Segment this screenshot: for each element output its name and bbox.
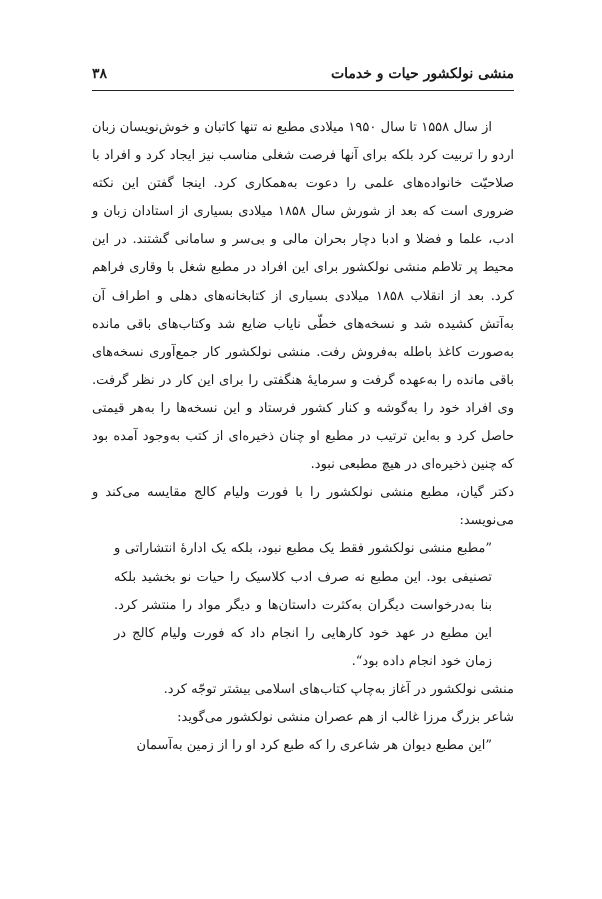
paragraph-2: دکتر گیان، مطبع منشی نولکشور را با فورت ولیام کالج مقایسه می‌کند و می‌نویسد:: [92, 485, 514, 529]
page-number: ۳۸: [92, 66, 108, 82]
body-text: [92, 114, 514, 760]
running-header: [92, 62, 514, 88]
block-quote-2: ”این مطبع دیوان هر شاعری را که طبع کرد او را از زمین به‌آسمان: [136, 738, 492, 754]
header-rule: [92, 90, 514, 91]
paragraph-4: شاعر بزرگ مرزا غالب از هم عصران منشی نولکشور می‌گوید:: [177, 709, 514, 725]
paragraph-1: از سال ۱۵۵۸ تا سال ۱۹۵۰ میلادی مطبع نه تنها کاتبان و خوش‌نویسان زبان اردو را تربیت کرد بلکه برای آنها فرصت شغلی مناسب نیز ایجاد کرد و افراد با صلاحیّت خانواده‌های علمی را دعوت به‌همکاری کرد. اینجا گفتن این نکته ضروری است که بعد از شورش سال ۱۸۵۸ میلادی بسیاری از استادان زبان و ادب، علما و فضلا و ادبا دچار بحران مالی و بی‌سر و سامانی گشتند. در این محیط پر تلاطم منشی نولکشور برای این افراد در مطبع شغل با وقاری فراهم کرد. بعد از انقلاب ۱۸۵۸ میلادی بسیاری از کتابخانه‌های دهلی و اطراف آن به‌آتش کشیده شد و نسخه‌های خطّی نایاب ضایع شد وکتاب‌های باقی مانده به‌صورت کاغذ باطله به‌فروش رفت. منشی نولکشور کار جمع‌آوری نسخه‌های باقی مانده را به‌عهده گرفت و سرمایهٔ هنگفتی را برای این کار در نظر گرفت. وی افراد خود را به‌گوشه و کنار کشور فرستاد و این نسخه‌ها را به‌هر قیمتی حاصل کرد و به‌این ترتیب در مطبع او چنان ذخیره‌ای از کتب به‌وجود آمده بود که چنین ذخیره‌ای در هیچ مطبعی نبود.: [92, 120, 514, 473]
running-title: منشی نولکشور حیات و خدمات: [330, 66, 514, 82]
paragraph-3: منشی نولکشور در آغاز به‌چاپ کتاب‌های اسلامی بیشتر توجّه کرد.: [163, 681, 514, 697]
block-quote-1: ”مطبع منشی نولکشور فقط یک مطبع نبود، بلکه یک ادارهٔ انتشاراتی و تصنیفی بود. این مطبع نه صرف ادب کلاسیک را حیات نو بخشید بلکه بنا به‌درخواست دیگران به‌کثرت داستان‌ها و دیگر مواد را منتشر کرد. این مطبع در عهد خود کارهایی را انجام داد که فورت ولیام کالج در زمان خود انجام داده بود“.: [114, 541, 492, 669]
